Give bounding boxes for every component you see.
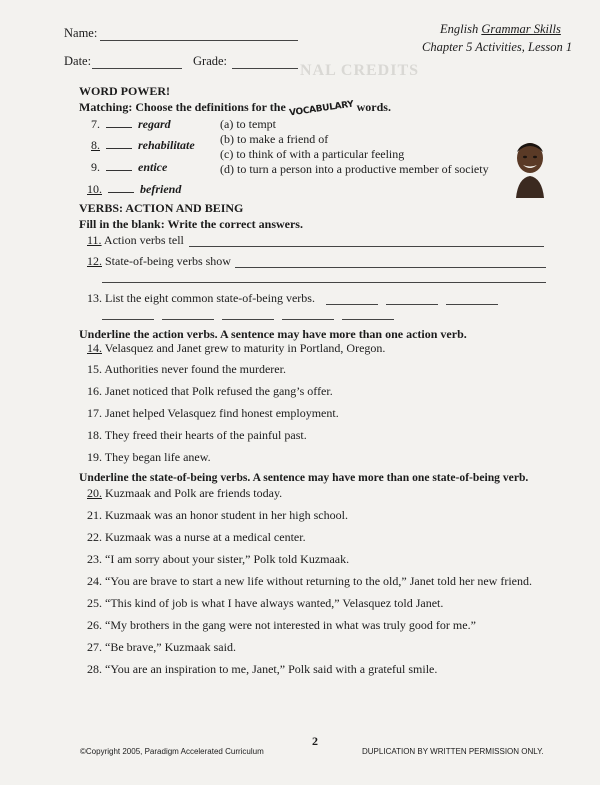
faint-watermark: NAL CREDITS xyxy=(300,62,420,79)
grade-line[interactable] xyxy=(232,68,298,69)
verb-blank-5[interactable] xyxy=(162,319,214,320)
sentence-text: Janet noticed that Polk refused the gang’s offer. xyxy=(105,384,333,398)
sentence-19 xyxy=(87,450,211,465)
sentence-15 xyxy=(87,362,286,377)
question-number: 11. xyxy=(87,233,102,247)
answer-line-11[interactable] xyxy=(189,246,544,247)
sentence-27 xyxy=(87,640,236,655)
fill-blank-instruction: Fill in the blank: Write the correct answers. xyxy=(79,217,303,231)
sentence-number: 23. xyxy=(87,552,102,566)
chapter-subtitle: Chapter 5 Activities, Lesson 1 xyxy=(422,40,573,54)
page-number: 2 xyxy=(312,734,318,748)
question-text: List the eight common state-of-being verbs. xyxy=(105,291,315,305)
book-title-part2: Grammar Skills xyxy=(481,22,561,36)
sentence-number: 26. xyxy=(87,618,102,632)
item-number: 10. xyxy=(87,182,102,196)
answer-blank[interactable] xyxy=(106,148,132,149)
matching-item-10 xyxy=(87,182,181,197)
answer-line-12b[interactable] xyxy=(102,282,546,283)
book-title xyxy=(440,22,561,37)
sentence-text: Kuzmaak was an honor student in her high school. xyxy=(105,508,348,522)
matching-item-8 xyxy=(91,138,195,153)
question-text: Action verbs tell xyxy=(103,233,184,247)
answer-blank[interactable] xyxy=(106,127,132,128)
sentence-28 xyxy=(87,662,437,677)
sentence-text: Authorities never found the murderer. xyxy=(104,362,286,376)
sentence-number: 24. xyxy=(87,574,102,588)
sentence-text: Janet helped Velasquez find honest employment. xyxy=(105,406,339,420)
vocab-word: entice xyxy=(138,160,168,174)
sentence-text: Kuzmaak was a nurse at a medical center. xyxy=(105,530,306,544)
sentence-26 xyxy=(87,618,476,633)
sentence-18 xyxy=(87,428,307,443)
sentence-text: They freed their hearts of the painful past. xyxy=(104,428,307,442)
sentence-number: 16. xyxy=(87,384,102,398)
sentence-number: 27. xyxy=(87,640,102,654)
sentence-14 xyxy=(87,341,385,356)
sentence-21 xyxy=(87,508,348,523)
sentence-number: 22. xyxy=(87,530,102,544)
item-number: 8. xyxy=(91,138,100,152)
definition-b: (b) to make a friend of xyxy=(220,132,329,146)
vocabulary-badge: VOCABULARY xyxy=(288,99,355,119)
sentence-text: “You are brave to start a new life without returning to the old,” Janet told her new friend. xyxy=(105,574,532,588)
sentence-number: 25. xyxy=(87,596,102,610)
question-12 xyxy=(87,254,231,269)
sentence-23 xyxy=(87,552,349,567)
sentence-25 xyxy=(87,596,443,611)
question-text: State-of-being verbs show xyxy=(105,254,231,268)
matching-item-7 xyxy=(91,117,171,132)
verb-blank-7[interactable] xyxy=(282,319,334,320)
verb-blank-3[interactable] xyxy=(446,304,498,305)
sentence-24 xyxy=(87,574,532,589)
sentence-number: 18. xyxy=(87,428,102,442)
sentence-16 xyxy=(87,384,333,399)
verbs-heading: VERBS: ACTION AND BEING xyxy=(79,201,244,215)
verb-blank-1[interactable] xyxy=(326,304,378,305)
sentence-text: “This kind of job is what I have always wanted,” Velasquez told Janet. xyxy=(105,596,444,610)
being-verbs-instruction: Underline the state-of-being verbs. A sentence may have more than one state-of-being verb. xyxy=(79,471,529,484)
vocab-word: befriend xyxy=(140,182,182,196)
question-13 xyxy=(87,291,315,306)
vocab-word: regard xyxy=(138,117,171,131)
verb-blank-8[interactable] xyxy=(342,319,394,320)
matching-item-9 xyxy=(91,160,167,175)
sentence-22 xyxy=(87,530,306,545)
sentence-text: “Be brave,” Kuzmaak said. xyxy=(105,640,236,654)
sentence-number: 15. xyxy=(87,362,102,376)
sentence-number: 28. xyxy=(87,662,102,676)
question-number: 13. xyxy=(87,291,102,305)
date-label: Date: xyxy=(64,54,92,68)
sentence-number: 14. xyxy=(87,341,102,355)
verb-blank-2[interactable] xyxy=(386,304,438,305)
answer-blank[interactable] xyxy=(106,170,132,171)
word-power-heading: WORD POWER! xyxy=(79,84,170,98)
vocab-word: rehabilitate xyxy=(138,138,195,152)
sentence-number: 21. xyxy=(87,508,102,522)
sentence-number: 19. xyxy=(87,450,102,464)
book-title-part1: English xyxy=(440,22,479,36)
name-label: Name: xyxy=(64,26,98,40)
student-portrait-image xyxy=(510,138,550,198)
sentence-text: Velasquez and Janet grew to maturity in Portland, Oregon. xyxy=(104,341,386,355)
sentence-20 xyxy=(87,486,282,501)
sentence-text: “You are an inspiration to me, Janet,” Polk said with a grateful smile. xyxy=(105,662,438,676)
definition-c: (c) to think of with a particular feeling xyxy=(220,147,405,161)
sentence-text: Kuzmaak and Polk are friends today. xyxy=(105,486,283,500)
sentence-text: “My brothers in the gang were not interested in what was truly good for me.” xyxy=(105,618,476,632)
definition-d: (d) to turn a person into a productive member of society xyxy=(220,162,489,176)
question-number: 12. xyxy=(87,254,102,268)
sentence-text: “I am sorry about your sister,” Polk told Kuzmaak. xyxy=(105,552,350,566)
answer-blank[interactable] xyxy=(108,192,134,193)
sentence-text: They began life anew. xyxy=(104,450,211,464)
verb-blank-6[interactable] xyxy=(222,319,274,320)
sentence-number: 17. xyxy=(87,406,102,420)
matching-instruction xyxy=(79,99,391,119)
matching-instruction-end: words. xyxy=(356,100,391,114)
answer-line-12a[interactable] xyxy=(235,267,546,268)
copyright-notice: ©Copyright 2005, Paradigm Accelerated Curriculum xyxy=(80,747,264,756)
sentence-number: 20. xyxy=(87,486,102,500)
duplication-notice: DUPLICATION BY WRITTEN PERMISSION ONLY. xyxy=(362,747,544,756)
name-line[interactable] xyxy=(100,40,298,41)
action-verbs-instruction: Underline the action verbs. A sentence may have more than one action verb. xyxy=(79,327,467,341)
definition-a: (a) to tempt xyxy=(220,117,276,131)
verb-blank-4[interactable] xyxy=(102,319,154,320)
question-11 xyxy=(87,233,184,248)
date-line[interactable] xyxy=(92,68,182,69)
item-number: 7. xyxy=(91,117,100,131)
grade-label: Grade: xyxy=(193,54,228,68)
matching-instruction-text: Matching: Choose the definitions for the xyxy=(79,100,286,114)
item-number: 9. xyxy=(91,160,100,174)
sentence-17 xyxy=(87,406,339,421)
